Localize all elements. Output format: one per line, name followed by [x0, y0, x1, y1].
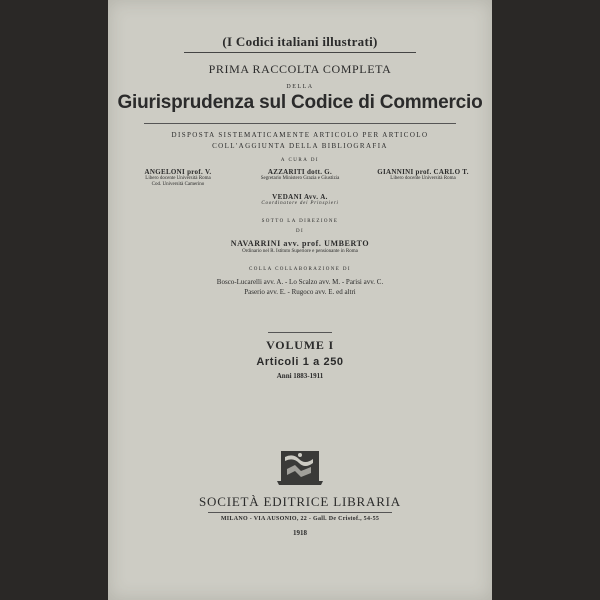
editor-giannini	[360, 168, 486, 182]
volume-label: VOLUME I	[266, 338, 334, 352]
articles-range: Articoli 1 a 250	[256, 356, 344, 368]
editor-name: ANGELONI prof. V.	[144, 168, 212, 176]
top-rule	[184, 52, 416, 53]
years-range: Anni 1883-1911	[276, 372, 324, 380]
title-rule	[144, 123, 456, 124]
editor-azzariti	[242, 168, 358, 182]
direction-di: DI	[295, 229, 305, 234]
publisher-rule	[208, 512, 392, 513]
series-title: (I Codici italiani illustrati)	[222, 34, 378, 49]
a-cura-di: A CURA DI	[280, 158, 320, 163]
collaboration-label: COLLA COLLABORAZIONE DI	[249, 267, 351, 272]
coordinator-role: Coordinatore dei Prinspieri	[261, 201, 339, 206]
volume-rule	[268, 332, 332, 333]
editor-role: Cod. Università Camerino	[151, 182, 205, 187]
title-page	[108, 0, 492, 600]
director-name: NAVARRINI avv. prof. UMBERTO	[230, 239, 370, 248]
collaborators-line-2: Paserio avv. E. - Rugoco avv. E. ed altri	[244, 288, 356, 296]
coordinator-name: VEDANI Avv. A.	[272, 193, 328, 201]
collaborators-line-1: Bosco-Lucarelli avv. A. - Lo Scalzo avv. M. - Parisi avv. C.	[216, 278, 384, 286]
editor-role: Libero docente Università Roma	[145, 176, 211, 181]
description-line-1: DISPOSTA SISTEMATICAMENTE ARTICOLO PER ARTICOLO	[171, 131, 429, 139]
publisher-name: SOCIETÀ EDITRICE LIBRARIA	[199, 494, 401, 509]
main-title: Giurisprudenza sul Codice di Commercio	[117, 92, 483, 113]
editor-name: AZZARITI dott. G.	[267, 168, 333, 176]
publisher-emblem-icon	[275, 447, 325, 487]
description-line-2: COLL'AGGIUNTA DELLA BIBLIOGRAFIA	[212, 142, 388, 150]
subtitle-prima: PRIMA RACCOLTA COMPLETA	[208, 62, 392, 76]
editor-angeloni	[120, 168, 236, 188]
direction-label: SOTTO LA DIREZIONE	[261, 219, 339, 224]
editor-role: Libero docente Università Roma	[390, 176, 456, 181]
publication-year: 1918	[293, 529, 307, 537]
publisher-address: MILANO - VIA AUSONIO, 22 - Gall. De Cristof., 54-55	[220, 516, 380, 522]
editor-name: GIANNINI prof. CARLO T.	[377, 168, 469, 176]
subtitle-della: DELLA	[286, 84, 314, 90]
editor-role: Segretario Ministero Grazia e Giustizia	[260, 176, 340, 181]
director-role: Ordinario nel R. Istituto Superiore e pensionante in Roma	[242, 249, 358, 254]
